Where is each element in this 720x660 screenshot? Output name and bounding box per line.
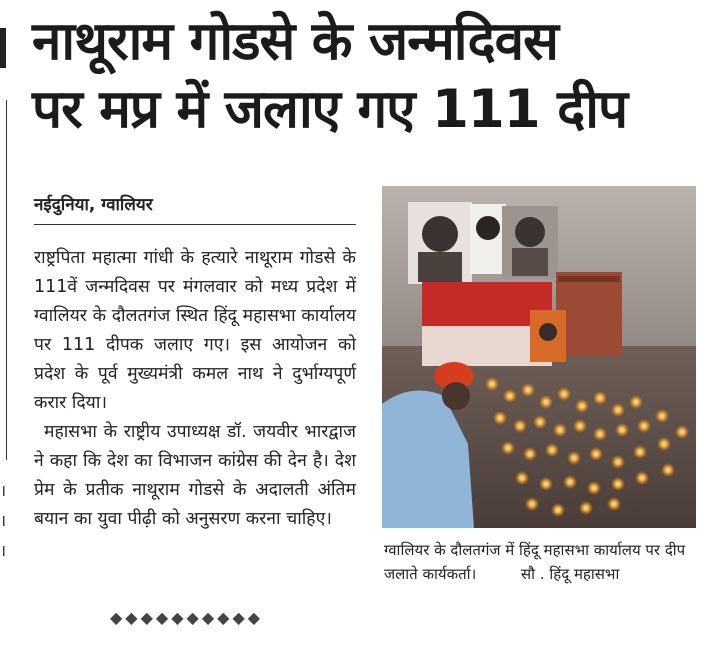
adjacent-column-rule <box>6 100 7 460</box>
byline-divider <box>34 224 356 225</box>
byline: नईदुनिया, ग्वालियर <box>34 195 153 215</box>
adjacent-column-edge <box>0 28 6 68</box>
adjacent-column-fragment: । <box>0 511 7 530</box>
photo-caption <box>384 538 702 586</box>
article-body <box>34 244 356 534</box>
news-photo-illustration <box>382 186 696 528</box>
article-paragraph-1: राष्ट्रपिता महात्मा गांधी के हत्यारे नाथूराम गोडसे के 111वें जन्मदिवस पर मंगलवार को मध्य प्रदेश में ग्वालियर के दौलतगंज स्थित हिंदू महासभा कार्यालय पर 111 दीपक जलाए गए। इस आयोजन को प्रदेश के पूर्व मुख्यमंत्री कमल नाथ ने दुर्भाग्यपूर्ण करार दिया। <box>34 248 356 413</box>
article-paragraph-2: महासभा के राष्ट्रीय उपाध्यक्ष डॉ. जयवीर भारद्वाज ने कहा कि देश का विभाजन कांग्रेस की देन है। देश प्रेम के प्रतीक नाथूराम गोडसे के अदालती अंतिम बयान का युवा पीढ़ी को अनुसरण करना चाहिए। <box>34 422 356 529</box>
adjacent-column-fragment: । <box>0 541 7 560</box>
headline <box>32 8 712 144</box>
adjacent-column-fragment: । <box>0 481 7 500</box>
headline-line-2: पर मप्र में जलाए गए 111 दीप <box>32 79 628 140</box>
headline-line-1: नाथूराम गोडसे के जन्मदिवस <box>32 11 558 72</box>
photo-caption-text: ग्वालियर के दौलतगंज में हिंदू महासभा कार्यालय पर दीप जलाते कार्यकर्ता। <box>384 541 686 583</box>
end-ornament: ◆◆◆◆◆◆◆◆◆◆ <box>110 608 264 627</box>
photo-credit: सौ . हिंदू महासभा <box>521 565 620 583</box>
news-photo <box>382 186 696 528</box>
